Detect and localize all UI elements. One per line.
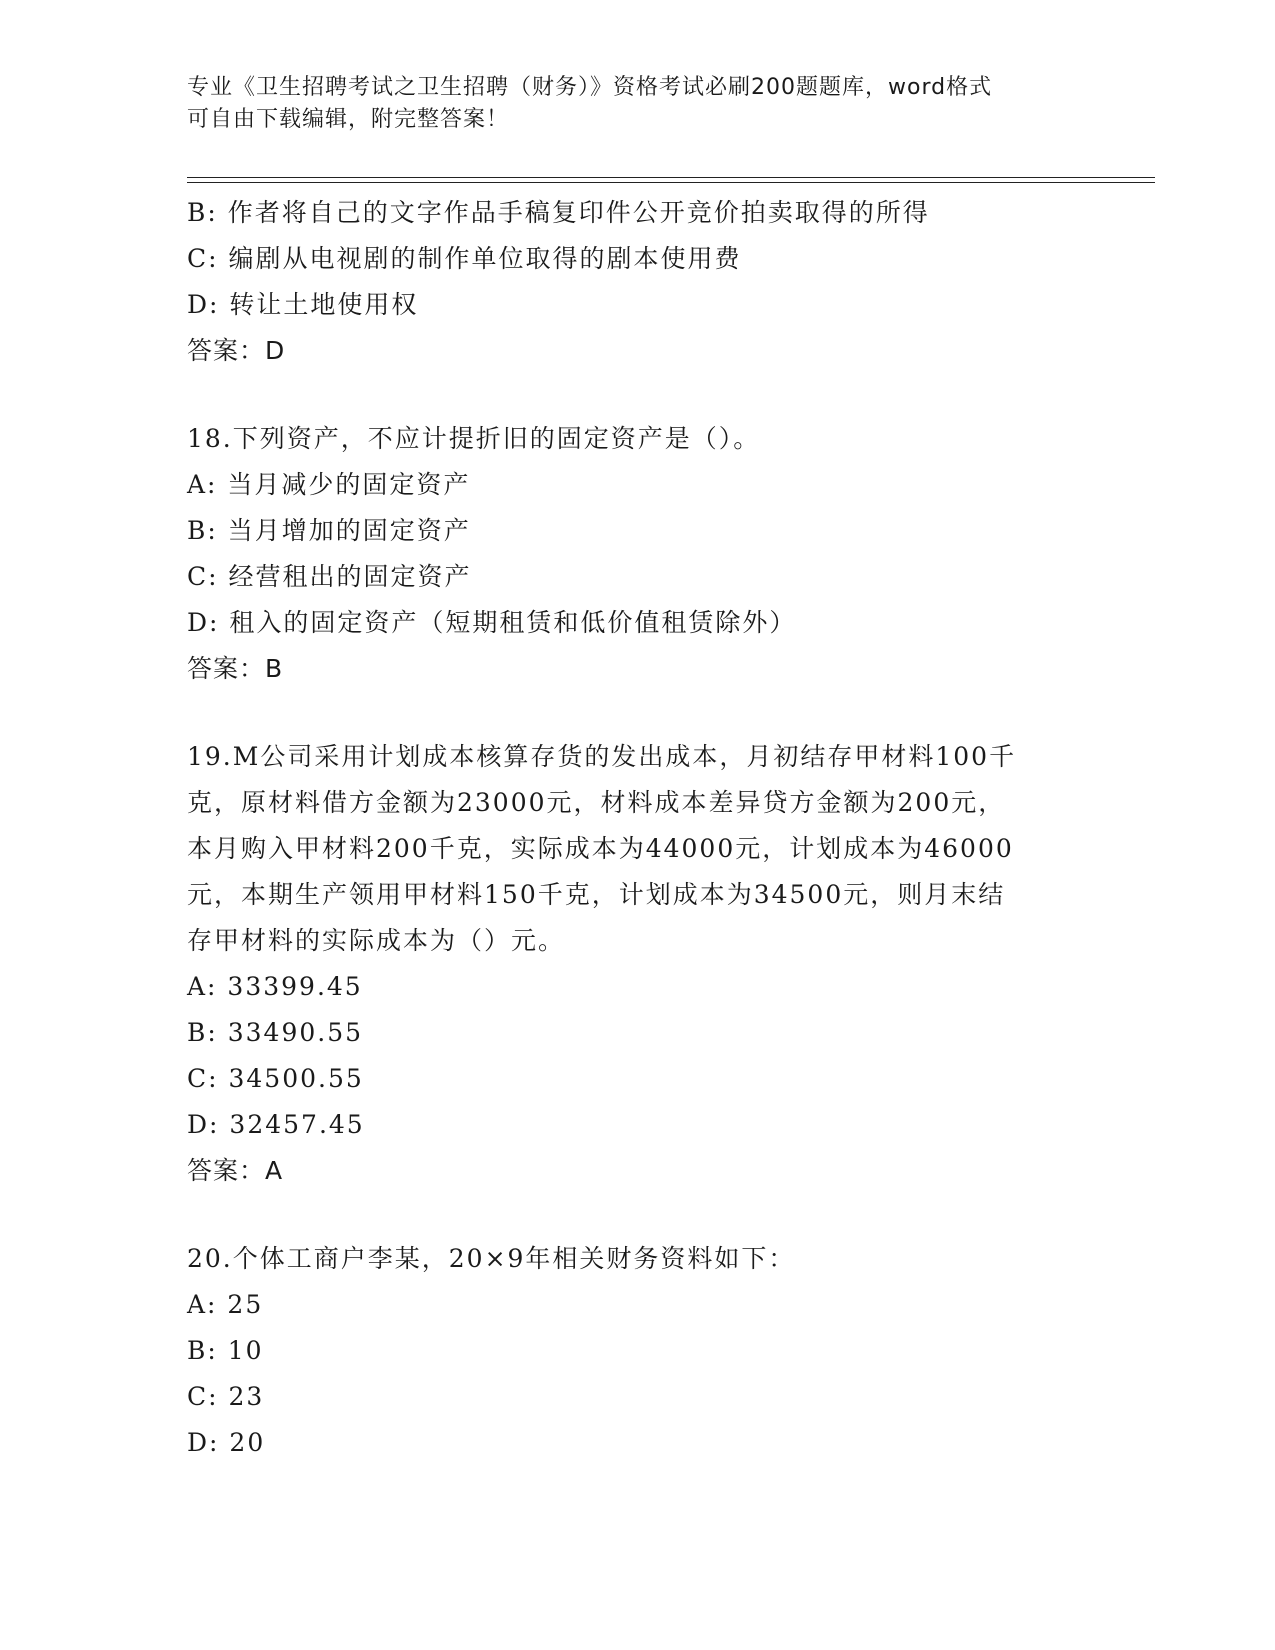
q19-stem-line-5: 存甲材料的实际成本为（）元。 bbox=[187, 926, 566, 955]
question-content bbox=[187, 190, 1067, 1466]
spacer bbox=[187, 1194, 1067, 1236]
q18-stem: 18.下列资产，不应计提折旧的固定资产是（）。 bbox=[187, 424, 761, 453]
q18-option-a: A: 当月减少的固定资产 bbox=[187, 470, 471, 499]
q17-option-b: B: 作者将自己的文字作品手稿复印件公开竞价拍卖取得的所得 bbox=[187, 198, 930, 227]
spacer bbox=[187, 374, 1067, 416]
document-header bbox=[187, 72, 1067, 136]
q20-option-c: C: 23 bbox=[187, 1382, 265, 1411]
spacer bbox=[187, 692, 1067, 734]
q19-option-c: C: 34500.55 bbox=[187, 1064, 364, 1093]
q19-option-a: A: 33399.45 bbox=[187, 972, 363, 1001]
q18-answer: 答案：B bbox=[187, 654, 284, 683]
q18-option-d: D: 租入的固定资产（短期租赁和低价值租赁除外） bbox=[187, 608, 797, 637]
q18-option-b: B: 当月增加的固定资产 bbox=[187, 516, 471, 545]
q19-stem-line-4: 元，本期生产领用甲材料150千克，计划成本为34500元，则月末结 bbox=[187, 880, 1006, 909]
q19-stem-line-1: 19.M公司采用计划成本核算存货的发出成本，月初结存甲材料100千 bbox=[187, 742, 1017, 771]
question-19 bbox=[187, 734, 1067, 1194]
q20-option-d: D: 20 bbox=[187, 1428, 266, 1457]
q19-answer: 答案：A bbox=[187, 1156, 284, 1185]
q17-answer: 答案：D bbox=[187, 336, 286, 365]
q20-stem: 20.个体工商户李某，20×9年相关财务资料如下： bbox=[187, 1244, 796, 1273]
q20-option-b: B: 10 bbox=[187, 1336, 264, 1365]
question-18 bbox=[187, 416, 1067, 692]
header-divider-top bbox=[187, 177, 1155, 178]
q17-option-d: D: 转让土地使用权 bbox=[187, 290, 419, 319]
header-title-line-2: 可自由下载编辑，附完整答案！ bbox=[187, 107, 510, 132]
question-20 bbox=[187, 1236, 1067, 1466]
q18-option-c: C: 经营租出的固定资产 bbox=[187, 562, 472, 591]
q19-option-d: D: 32457.45 bbox=[187, 1110, 365, 1139]
q20-option-a: A: 25 bbox=[187, 1290, 264, 1319]
header-divider-bottom bbox=[187, 182, 1155, 183]
question-17 bbox=[187, 190, 1067, 374]
header-title-line-1: 专业《卫生招聘考试之卫生招聘（财务）》资格考试必刷200题题库，word格式 bbox=[187, 75, 993, 100]
q17-option-c: C: 编剧从电视剧的制作单位取得的剧本使用费 bbox=[187, 244, 742, 273]
q19-stem-line-2: 克，原材料借方金额为23000元，材料成本差异贷方金额为200元， bbox=[187, 788, 1006, 817]
q19-stem-line-3: 本月购入甲材料200千克，实际成本为44000元，计划成本为46000 bbox=[187, 834, 1014, 863]
q19-option-b: B: 33490.55 bbox=[187, 1018, 364, 1047]
